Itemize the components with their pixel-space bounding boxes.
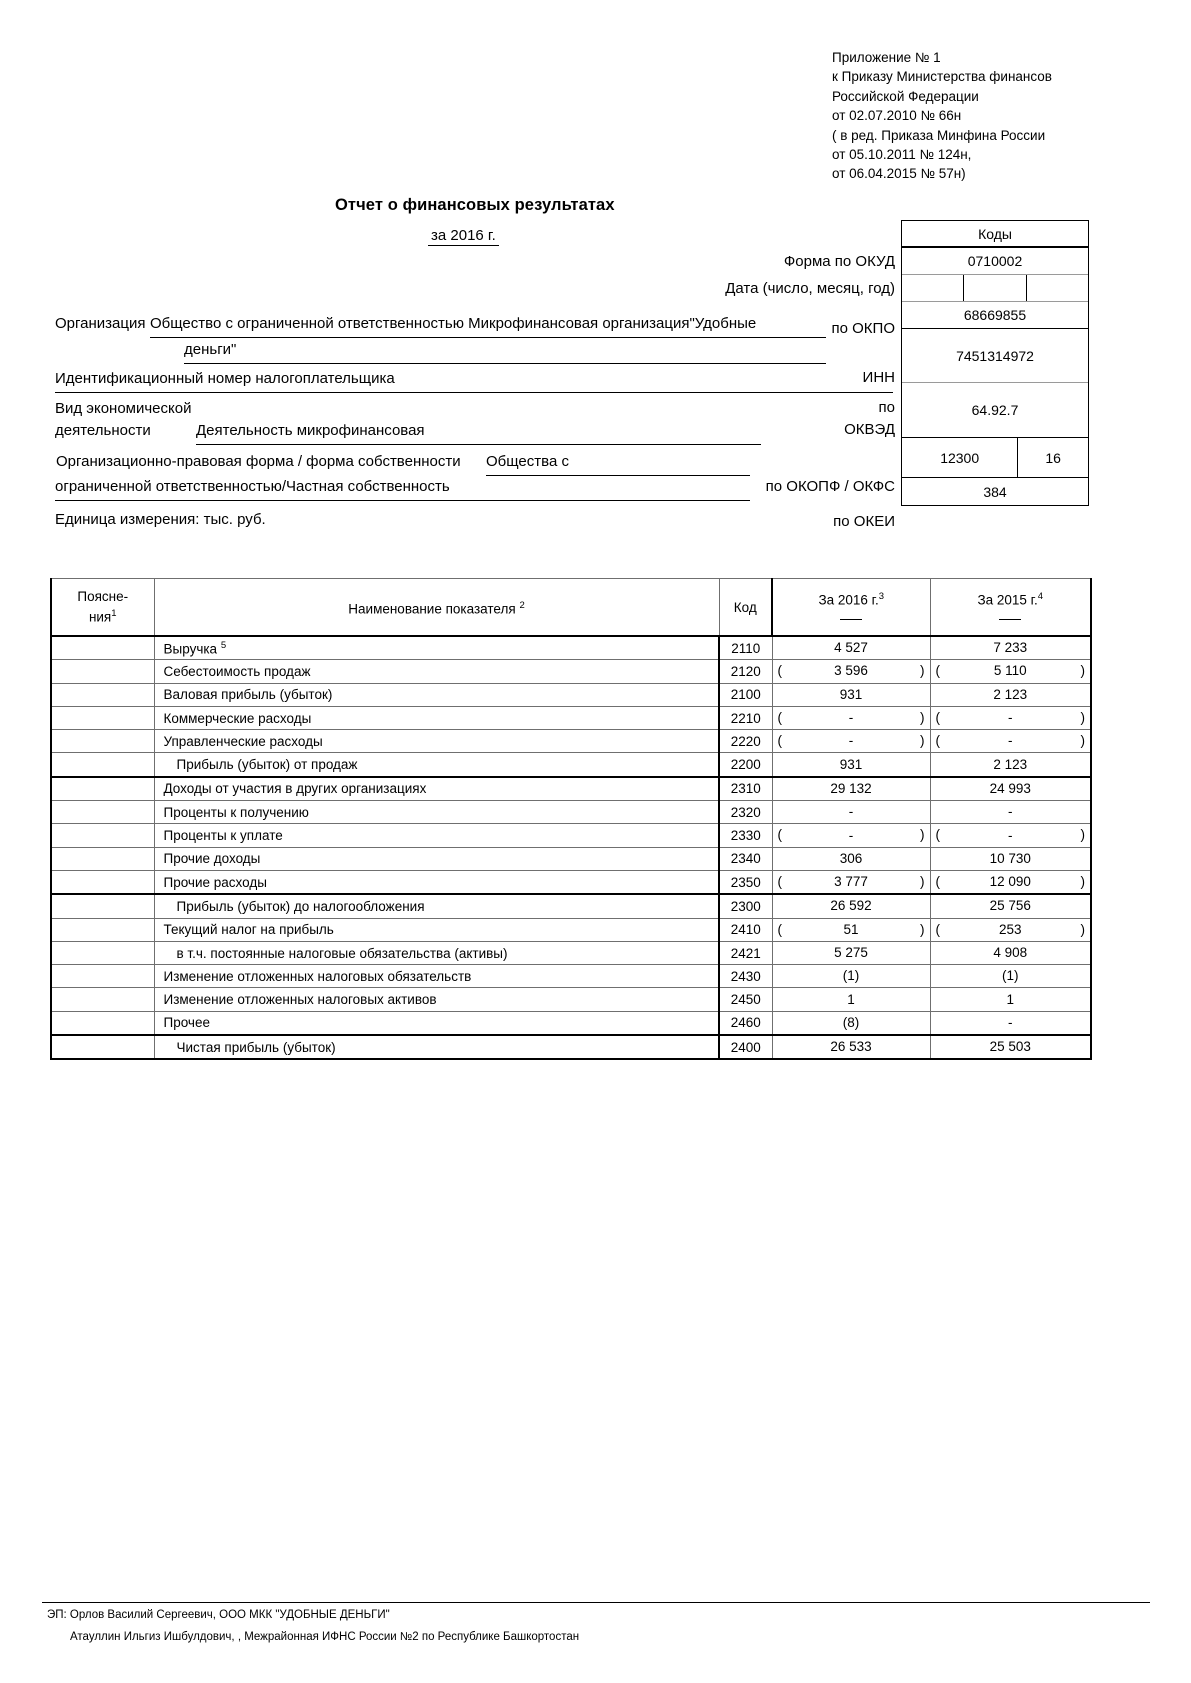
paren-open: ( bbox=[777, 921, 782, 937]
table-row bbox=[51, 1035, 1091, 1059]
cell-indicator-name: Прочие расходы bbox=[154, 870, 719, 894]
organization-rule-1 bbox=[150, 337, 826, 338]
cell-value-2015 bbox=[930, 801, 1091, 824]
legal-form-rule-2 bbox=[55, 500, 750, 501]
cell-indicator-name: Себестоимость продаж bbox=[154, 660, 719, 683]
cell-value-2015-text: 5 110 bbox=[993, 663, 1027, 679]
cell-value-2015 bbox=[930, 660, 1091, 683]
cell-value-2016 bbox=[772, 894, 930, 918]
paren-close: ) bbox=[1080, 827, 1085, 843]
organization-rule-2 bbox=[184, 363, 826, 364]
cell-explanations bbox=[51, 870, 154, 894]
paren-open: ( bbox=[777, 873, 782, 889]
code-value-okfs: 16 bbox=[1017, 438, 1088, 477]
label-okud: Форма по ОКУД bbox=[783, 253, 895, 270]
cell-code: 2350 bbox=[719, 870, 772, 894]
cell-value-2016 bbox=[772, 847, 930, 870]
cell-value-2015-text: 253 bbox=[998, 921, 1022, 937]
cell-indicator-name: Проценты к получению bbox=[154, 801, 719, 824]
cell-indicator-name: Прибыль (убыток) от продаж bbox=[154, 753, 719, 777]
label-inn: ИНН bbox=[862, 369, 895, 386]
cell-value-2016-text: 3 596 bbox=[834, 663, 868, 679]
cell-value-2016 bbox=[772, 918, 930, 941]
cell-value-2016 bbox=[772, 1011, 930, 1035]
cell-value-2015-text: 24 993 bbox=[989, 780, 1031, 796]
activity-rule bbox=[196, 444, 761, 445]
cell-code: 2421 bbox=[719, 941, 772, 964]
cell-value-2016-text: 26 533 bbox=[830, 1039, 872, 1055]
cell-value-2016-text: 51 bbox=[843, 921, 859, 937]
table-row bbox=[51, 1011, 1091, 1035]
table-row bbox=[51, 706, 1091, 729]
cell-code: 2430 bbox=[719, 965, 772, 988]
cell-code: 2330 bbox=[719, 824, 772, 847]
indicator-name-footnote: 2 bbox=[519, 599, 525, 611]
code-value-okei: 384 bbox=[983, 483, 1007, 500]
cell-value-2016 bbox=[772, 965, 930, 988]
cell-value-2015-text: 1 bbox=[1006, 991, 1014, 1007]
cell-value-2016 bbox=[772, 683, 930, 706]
paren-close: ) bbox=[1080, 733, 1085, 749]
cell-code: 2400 bbox=[719, 1035, 772, 1059]
code-value-okud: 0710002 bbox=[902, 248, 1088, 275]
cell-indicator-name: Изменение отложенных налоговых обязательств bbox=[154, 965, 719, 988]
cell-value-2015 bbox=[930, 753, 1091, 777]
cell-value-2015-text: - bbox=[1008, 710, 1013, 726]
paren-open: ( bbox=[935, 827, 940, 843]
cell-value-2016-text: 26 592 bbox=[830, 898, 872, 914]
table-row bbox=[51, 824, 1091, 847]
cell-value-2015-text: 25 503 bbox=[989, 1039, 1031, 1055]
paren-open: ( bbox=[777, 733, 782, 749]
code-value-okpo: 68669855 bbox=[902, 302, 1088, 329]
cell-value-2016-text: - bbox=[848, 733, 854, 749]
paren-open: ( bbox=[935, 921, 940, 937]
label-okved-line2: ОКВЭД bbox=[844, 421, 895, 438]
table-row bbox=[51, 894, 1091, 918]
date-year-cell bbox=[1026, 275, 1088, 301]
cell-indicator-name: Управленческие расходы bbox=[154, 730, 719, 753]
cell-value-2015-text: - bbox=[1008, 733, 1013, 749]
cell-code: 2460 bbox=[719, 1011, 772, 1035]
cell-value-2015 bbox=[930, 988, 1091, 1011]
paren-open: ( bbox=[935, 873, 940, 889]
cell-value-2016-text: (8) bbox=[842, 1014, 860, 1030]
cell-explanations bbox=[51, 918, 154, 941]
cell-value-2015-text: 12 090 bbox=[989, 874, 1031, 890]
cell-indicator-name: в т.ч. постоянные налоговые обязательства (активы) bbox=[154, 941, 719, 964]
cell-value-2016 bbox=[772, 824, 930, 847]
paren-close: ) bbox=[1080, 921, 1085, 937]
label-activity-line1: Вид экономической bbox=[55, 400, 192, 417]
cell-code: 2340 bbox=[719, 847, 772, 870]
table-row bbox=[51, 753, 1091, 777]
label-activity-line2: деятельности bbox=[55, 422, 151, 439]
date-day-cell bbox=[902, 275, 963, 301]
cell-indicator-name: Изменение отложенных налоговых активов bbox=[154, 988, 719, 1011]
signature-line-1: ЭП: Орлов Василий Сергеевич, ООО МКК "УДОБНЫЕ ДЕНЬГИ" bbox=[47, 1609, 390, 1621]
table-row bbox=[51, 918, 1091, 941]
cell-indicator-name: Чистая прибыль (убыток) bbox=[154, 1035, 719, 1059]
table-row bbox=[51, 660, 1091, 683]
label-legal-form: Организационно-правовая форма / форма собственности bbox=[56, 453, 461, 470]
ministry-reference-line-3: Российской Федерации bbox=[832, 88, 979, 104]
cell-indicator-name: Коммерческие расходы bbox=[154, 706, 719, 729]
cell-value-2015-text: 7 233 bbox=[993, 640, 1028, 656]
cell-explanations bbox=[51, 1035, 154, 1059]
cell-explanations bbox=[51, 894, 154, 918]
year-2016-text: За 2016 г. bbox=[818, 592, 879, 608]
cell-value-2015-text: (1) bbox=[1002, 968, 1019, 984]
paren-open: ( bbox=[935, 663, 940, 679]
organization-name-line1: Общество с ограниченной ответственностью Микрофинансовая организация"Удобные bbox=[150, 315, 757, 332]
ministry-reference-line-4: от 02.07.2010 № 66н bbox=[832, 108, 962, 124]
cell-indicator-name: Текущий налог на прибыль bbox=[154, 918, 719, 941]
ministry-reference-line-1: Приложение № 1 bbox=[832, 50, 941, 65]
cell-value-2016 bbox=[772, 801, 930, 824]
cell-value-2016 bbox=[772, 636, 930, 660]
cell-explanations bbox=[51, 730, 154, 753]
table-row bbox=[51, 941, 1091, 964]
table-header-row bbox=[51, 579, 1091, 637]
ministry-reference-line-7: от 06.04.2015 № 57н) bbox=[832, 166, 966, 182]
cell-value-2015 bbox=[930, 870, 1091, 894]
cell-explanations bbox=[51, 965, 154, 988]
label-taxpayer-inn: Идентификационный номер налогоплательщика bbox=[55, 370, 395, 387]
cell-value-2016-text: 1 bbox=[847, 991, 855, 1007]
indicator-name-text: Наименование показателя bbox=[348, 601, 516, 617]
code-value-inn: 7451314972 bbox=[902, 329, 1088, 383]
paren-open: ( bbox=[935, 709, 940, 725]
cell-value-2016 bbox=[772, 660, 930, 683]
table-row bbox=[51, 730, 1091, 753]
label-organization: Организация bbox=[55, 315, 146, 332]
paren-close: ) bbox=[1080, 709, 1085, 725]
table-row bbox=[51, 847, 1091, 870]
cell-code: 2220 bbox=[719, 730, 772, 753]
cell-explanations bbox=[51, 753, 154, 777]
cell-indicator-name: Проценты к уплате bbox=[154, 824, 719, 847]
cell-value-2015 bbox=[930, 1011, 1091, 1035]
year-2015-footnote: 4 bbox=[1037, 591, 1044, 603]
report-period: за 2016 г. bbox=[428, 227, 499, 246]
legal-form-value-line2: ограниченной ответственностью/Частная собственность bbox=[55, 478, 450, 495]
signature-line-2: Атауллин Ильгиз Ишбулдович, , Межрайонная ИФНС России №2 по Республике Башкортостан bbox=[70, 1631, 580, 1643]
paren-close: ) bbox=[920, 663, 925, 679]
cell-explanations bbox=[51, 1011, 154, 1035]
cell-indicator-name: Валовая прибыль (убыток) bbox=[154, 683, 719, 706]
cell-value-2015 bbox=[930, 730, 1091, 753]
cell-value-2016 bbox=[772, 753, 930, 777]
paren-close: ) bbox=[920, 709, 925, 725]
cell-value-2015 bbox=[930, 706, 1091, 729]
organization-name-line2: деньги" bbox=[184, 341, 237, 358]
cell-value-2016-text: 931 bbox=[839, 686, 863, 702]
label-okopf-okfs: по ОКОПФ / ОКФС bbox=[765, 478, 895, 495]
paren-close: ) bbox=[920, 873, 925, 889]
activity-value: Деятельность микрофинансовая bbox=[196, 422, 425, 439]
cell-value-2015-text: - bbox=[1008, 1014, 1013, 1030]
codes-table bbox=[901, 220, 1089, 506]
paren-open: ( bbox=[935, 733, 940, 749]
cell-value-2015-text: 2 123 bbox=[993, 756, 1028, 772]
codes-header-cell: Коды bbox=[902, 221, 1088, 248]
column-header-year-2015 bbox=[930, 579, 1091, 637]
table-row bbox=[51, 988, 1091, 1011]
cell-indicator-name: Прибыль (убыток) до налогообложения bbox=[154, 894, 719, 918]
ministry-reference-line-5: ( в ред. Приказа Минфина России bbox=[832, 127, 1046, 143]
cell-code: 2300 bbox=[719, 894, 772, 918]
cell-value-2015-text: 10 730 bbox=[989, 850, 1031, 866]
date-month-cell bbox=[963, 275, 1025, 301]
footer-divider bbox=[42, 1602, 1150, 1603]
label-okei: по ОКЕИ bbox=[833, 513, 895, 530]
cell-code: 2210 bbox=[719, 706, 772, 729]
cell-value-2015-text: 2 123 bbox=[993, 686, 1028, 702]
cell-value-2015 bbox=[930, 636, 1091, 660]
financial-results-table bbox=[50, 578, 1092, 1060]
cell-value-2016-text: 29 132 bbox=[830, 780, 872, 796]
cell-value-2015-text: - bbox=[1008, 827, 1013, 843]
cell-explanations bbox=[51, 801, 154, 824]
cell-explanations bbox=[51, 847, 154, 870]
cell-indicator-name: Прочие доходы bbox=[154, 847, 719, 870]
cell-value-2016-text: - bbox=[848, 827, 854, 843]
cell-explanations bbox=[51, 660, 154, 683]
table-row bbox=[51, 965, 1091, 988]
year-2016-footnote: 3 bbox=[878, 591, 885, 603]
cell-explanations bbox=[51, 683, 154, 706]
cell-indicator-name: Выручка $^5$ bbox=[154, 636, 719, 660]
cell-value-2016-text: 4 527 bbox=[834, 640, 868, 656]
table-row bbox=[51, 636, 1091, 660]
table-row bbox=[51, 801, 1091, 824]
cell-value-2015 bbox=[930, 918, 1091, 941]
cell-code: 2450 bbox=[719, 988, 772, 1011]
label-unit-of-measure: Единица измерения: тыс. руб. bbox=[55, 511, 266, 528]
year-2015-underline bbox=[999, 619, 1021, 620]
cell-value-2016-text: 5 275 bbox=[834, 945, 868, 960]
cell-value-2015 bbox=[930, 683, 1091, 706]
cell-indicator-name: Прочее bbox=[154, 1011, 719, 1035]
legal-form-rule-1 bbox=[486, 475, 750, 476]
cell-code: 2320 bbox=[719, 801, 772, 824]
inn-rule bbox=[55, 392, 893, 393]
cell-value-2015 bbox=[930, 847, 1091, 870]
year-2015-text: За 2015 г. bbox=[977, 592, 1038, 608]
cell-code: 2410 bbox=[719, 918, 772, 941]
cell-value-2016 bbox=[772, 777, 930, 801]
legal-form-value-line1: Общества с bbox=[486, 453, 569, 470]
paren-open: ( bbox=[777, 663, 782, 679]
paren-close: ) bbox=[1080, 663, 1085, 679]
ministry-reference-line-2: к Приказу Министерства финансов bbox=[832, 69, 1052, 85]
ministry-reference-block bbox=[832, 48, 1162, 184]
cell-code: 2100 bbox=[719, 683, 772, 706]
cell-explanations bbox=[51, 988, 154, 1011]
cell-value-2016-text: (1) bbox=[842, 968, 860, 984]
paren-close: ) bbox=[920, 921, 925, 937]
table-row bbox=[51, 683, 1091, 706]
cell-value-2016 bbox=[772, 1035, 930, 1059]
cell-code: 2310 bbox=[719, 777, 772, 801]
page-title: Отчет о финансовых результатах bbox=[335, 196, 615, 214]
cell-value-2016 bbox=[772, 941, 930, 964]
paren-close: ) bbox=[920, 827, 925, 843]
paren-open: ( bbox=[777, 709, 782, 725]
cell-value-2015 bbox=[930, 824, 1091, 847]
cell-explanations bbox=[51, 824, 154, 847]
column-header-code: Код bbox=[719, 579, 772, 637]
cell-value-2015 bbox=[930, 965, 1091, 988]
cell-explanations bbox=[51, 636, 154, 660]
column-header-indicator-name bbox=[154, 579, 719, 637]
paren-close: ) bbox=[920, 733, 925, 749]
indicator-footnote: 5 bbox=[220, 639, 227, 651]
paren-open: ( bbox=[777, 827, 782, 843]
cell-value-2016 bbox=[772, 730, 930, 753]
year-2016-underline bbox=[840, 619, 862, 620]
code-value-okopf: 12300 bbox=[940, 449, 980, 466]
cell-value-2016-text: - bbox=[848, 710, 854, 726]
explanations-line1: Поясне- bbox=[77, 589, 129, 605]
code-value-date bbox=[902, 275, 1088, 302]
table-row bbox=[51, 777, 1091, 801]
label-date: Дата (число, месяц, год) bbox=[725, 280, 895, 297]
cell-value-2016 bbox=[772, 706, 930, 729]
column-header-year-2016 bbox=[772, 579, 930, 637]
label-okved-line1: по bbox=[878, 399, 895, 416]
cell-value-2015 bbox=[930, 941, 1091, 964]
column-header-explanations bbox=[51, 579, 154, 637]
cell-code: 2120 bbox=[719, 660, 772, 683]
label-okpo: по ОКПО bbox=[831, 320, 895, 337]
explanations-line2: ния bbox=[88, 609, 112, 625]
cell-code: 2200 bbox=[719, 753, 772, 777]
cell-explanations bbox=[51, 777, 154, 801]
table-row bbox=[51, 870, 1091, 894]
cell-value-2016 bbox=[772, 988, 930, 1011]
cell-value-2015 bbox=[930, 894, 1091, 918]
cell-value-2016-text: 3 777 bbox=[834, 874, 868, 890]
cell-value-2015 bbox=[930, 1035, 1091, 1059]
cell-explanations bbox=[51, 706, 154, 729]
ministry-reference-line-6: от 05.10.2011 № 124н, bbox=[832, 147, 972, 163]
cell-value-2016-text: 931 bbox=[839, 756, 863, 772]
cell-code: 2110 bbox=[719, 636, 772, 660]
cell-indicator-name: Доходы от участия в других организациях bbox=[154, 777, 719, 801]
cell-value-2015 bbox=[930, 777, 1091, 801]
cell-value-2016 bbox=[772, 870, 930, 894]
code-value-okved: 64.92.7 bbox=[902, 383, 1088, 438]
cell-value-2016-text: 306 bbox=[839, 850, 863, 866]
explanations-footnote: 1 bbox=[111, 608, 117, 620]
cell-value-2015-text: 25 756 bbox=[989, 898, 1031, 914]
code-value-okopf-okfs bbox=[902, 438, 1088, 478]
cell-explanations bbox=[51, 941, 154, 964]
cell-value-2015-text: 4 908 bbox=[993, 945, 1028, 960]
cell-value-2016-text: - bbox=[848, 804, 854, 820]
paren-close: ) bbox=[1080, 873, 1085, 889]
cell-value-2015-text: - bbox=[1008, 804, 1013, 820]
